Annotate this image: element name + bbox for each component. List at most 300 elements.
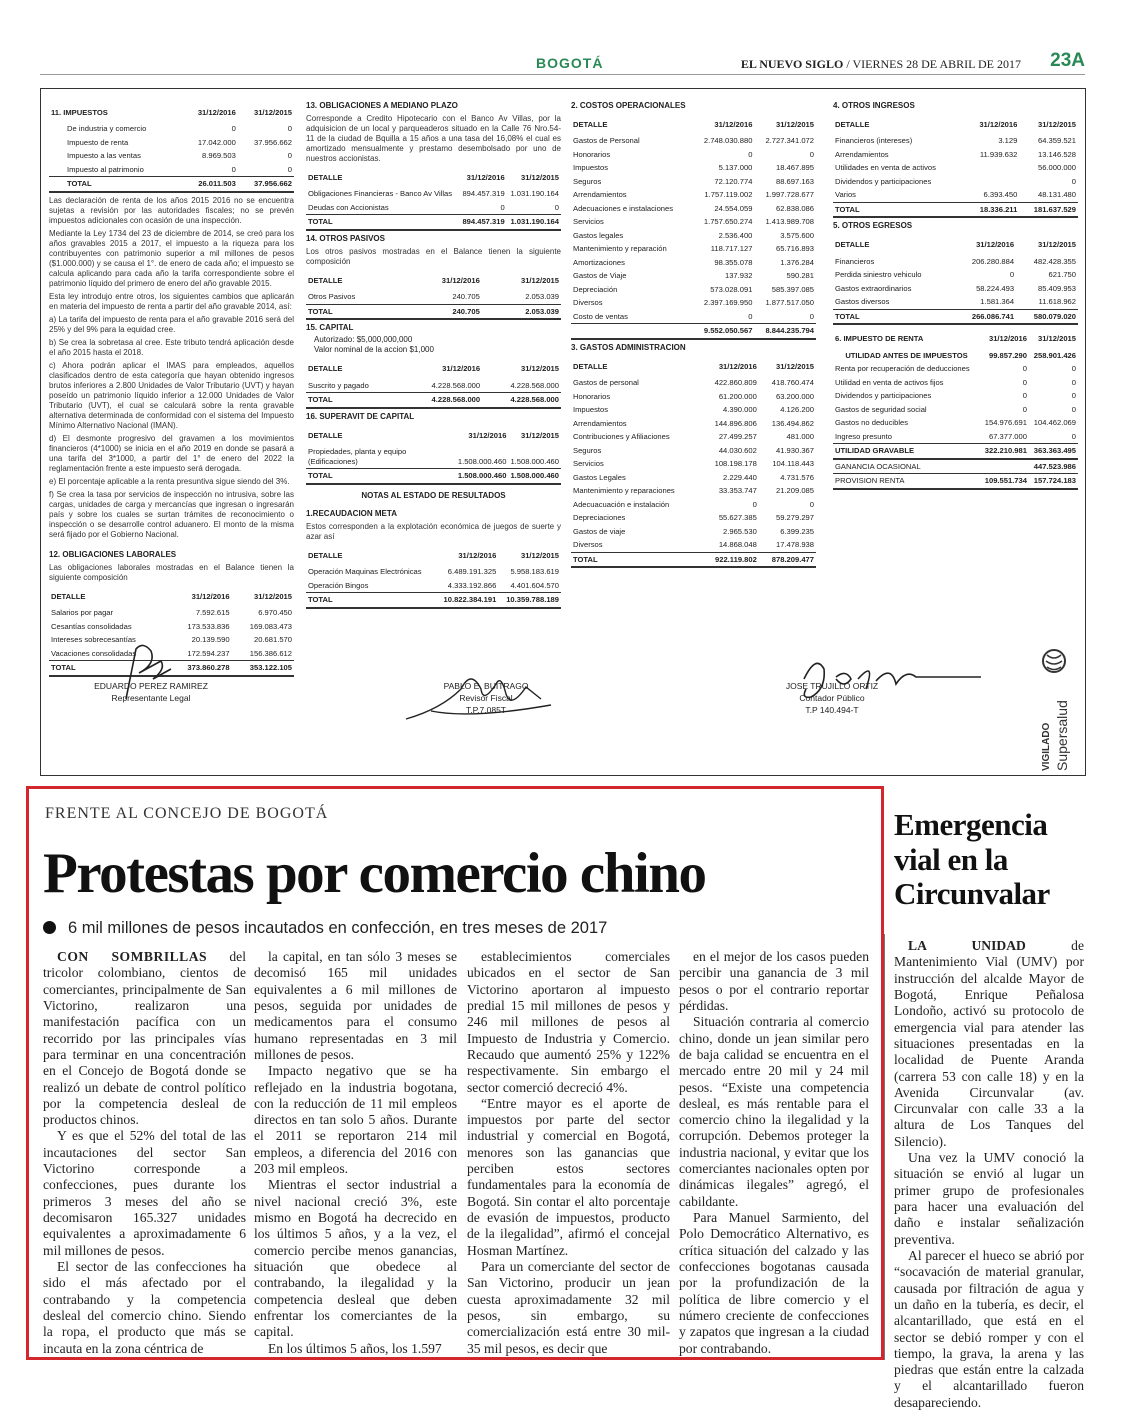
row-value: 48.131.480 — [1037, 190, 1076, 200]
row-label: Dividendos y participaciones — [835, 176, 932, 186]
row-label: Seguros — [573, 445, 602, 455]
row-value: 0 — [748, 311, 753, 321]
table-row — [571, 417, 816, 430]
row-value: 4.228.568.000 — [431, 380, 481, 390]
row-value: 88.697.163 — [775, 176, 814, 186]
col-head: 31/12/2015 — [775, 361, 814, 371]
row-label: Gastos legales — [573, 230, 624, 240]
gravable-value: 322.210.981 — [980, 444, 1029, 459]
col-head: 31/12/2016 — [197, 108, 236, 117]
total-value: 1.508.000.460 — [508, 469, 561, 484]
row-value: 59.279.297 — [775, 513, 814, 523]
otrosegr-table — [833, 234, 1078, 325]
row-label: Adecuaciones e instalaciones — [573, 203, 674, 213]
sidebar-article — [884, 786, 1090, 1410]
fin-column-1 — [49, 99, 294, 680]
provision-value: 157.724.183 — [1029, 474, 1078, 489]
capital-title: 15. CAPITAL — [306, 323, 354, 333]
row-label: Depreciaciones — [573, 513, 626, 523]
row-value: 63.200.000 — [775, 391, 814, 401]
paragraph: En los últimos 5 años, los 1.597 — [268, 1340, 442, 1356]
total-value: 26.011.503 — [182, 177, 238, 192]
row-value: 4.401.604.570 — [510, 580, 559, 590]
article-box — [26, 786, 884, 1360]
total-value: 37.956.662 — [238, 177, 294, 192]
row-value: 0 — [287, 151, 292, 161]
impuestos-notes — [49, 196, 294, 540]
col-head: 31/12/2016 — [988, 334, 1027, 344]
row-value: 169.083.473 — [249, 621, 292, 631]
col-head: DETALLE — [308, 173, 343, 182]
gravable-label: UTILIDAD GRAVABLE — [833, 444, 980, 459]
table-row — [571, 538, 816, 552]
row-label: Dividendos y participaciones — [835, 391, 932, 401]
signer-role: Contador Público — [799, 692, 865, 703]
paragraph: Situación contraria al comercio chino, donde un jean similar pero de baja calidad se encuentra en el mercado entre 20 mil y 24 mil pesos. “Existe una competencia desleal, es más rentable para el comercio chino la ilegalidad y la corrupción. Debemos proteger la industria nacional, y evitar que los comerciantes nacionales opten por dinámicas ilegales” agregó, el cabildante. — [679, 1014, 869, 1209]
row-label: Gastos de seguridad social — [835, 404, 927, 414]
row-value: 481.000 — [786, 432, 814, 442]
row-value: 33.353.747 — [718, 486, 757, 496]
col-head: 31/12/2016 — [441, 275, 480, 285]
row-value: 137.932 — [724, 271, 753, 281]
table-row — [571, 457, 816, 470]
row-value: 44.030.602 — [718, 445, 757, 455]
col-head: 31/12/2016 — [718, 361, 757, 371]
fin-column-4 — [833, 99, 1078, 493]
row-value: 6.393.450 — [983, 190, 1018, 200]
signature-block-1 — [71, 681, 231, 705]
table-row — [571, 444, 816, 457]
otrosing-title: 4. OTROS INGRESOS — [833, 101, 915, 110]
otrospas-table — [306, 270, 561, 320]
row-value: 72.120.774 — [714, 176, 753, 186]
section-name: BOGOTÁ — [536, 55, 604, 71]
table-row — [571, 215, 816, 228]
total-label: TOTAL — [571, 552, 702, 567]
row-value: 1.508.000.460 — [510, 456, 559, 466]
col-head: 31/12/2016 — [191, 591, 230, 601]
row-label: Financieros — [835, 256, 875, 266]
row-value: 2.229.440 — [723, 472, 757, 482]
row-label: Operación Maquinas Electrónicas — [308, 567, 422, 577]
row-value: 0 — [1009, 270, 1015, 280]
impuestos-table — [49, 102, 294, 193]
col-head: 31/12/2015 — [253, 108, 292, 117]
table-row — [571, 403, 816, 416]
row-label: Honorarios — [573, 149, 611, 159]
row-value — [966, 161, 1019, 174]
row-value: 5.137.000 — [718, 163, 753, 173]
superavit-title: 16. SUPERAVIT DE CAPITAL — [306, 411, 415, 421]
table-row — [571, 430, 816, 443]
sidebar-paragraph: de Mantenimiento Vial (UMV) por instrucción del alcalde Mayor de Bogotá, Enrique Peñalosa Londoño, activó su protocolo de emergencia vial para atender las situaciones presentadas en la localidad de Puente Aranda (carrera 53 con calle 18) y en la Avenida Circunvalar (av. Circunvalar con calle 33 a la altura de Los Tanques del Silencio). — [894, 938, 1084, 1149]
row-label: Salarios por pagar — [51, 608, 114, 618]
row-value: 0 — [231, 164, 236, 174]
row-value: 108.198.178 — [714, 459, 757, 469]
paragraph: Para un comerciante del sector de San Victorino, producir un jean cuesta aproximadamente 32 mil pesos, sin embargo, su comercialización está entre 30 mil-35 mil pesos, es decir que — [467, 1258, 670, 1356]
table-row — [571, 242, 816, 255]
col-head: 31/12/2016 — [458, 550, 497, 560]
row-label: De industria y comercio — [67, 124, 147, 134]
row-value: 422.860.809 — [714, 378, 757, 388]
mediano-title: 13. OBLIGACIONES A MEDIANO PLAZO — [306, 101, 458, 110]
renta-table — [833, 328, 1078, 489]
total-label: TOTAL — [833, 202, 966, 217]
table-row — [571, 175, 816, 188]
total-row — [306, 304, 561, 319]
row-label: Otros Pasivos — [308, 292, 356, 302]
table-row — [571, 188, 816, 201]
row-value: 0 — [1071, 431, 1076, 441]
notas-title: NOTAS AL ESTADO DE RESULTADOS — [361, 490, 506, 500]
paragraph: “Entre mayor es el aporte de impuestos por parte del sector industrial y comercial en Bogotá, menores son las ganancias que perciben estos sectores fundamentales para la economía de Bogotá. Sin contar el alto porcentaje de evasión de impuestos, producto de la ilegalidad”, afirmó el concejal Hosman Martínez. — [467, 1095, 670, 1258]
row-value: 2.748.030.880 — [703, 136, 753, 146]
row-value: 0 — [1071, 404, 1076, 414]
total-row — [306, 393, 561, 408]
col-head: 31/12/2015 — [1037, 334, 1076, 344]
row-label: Servicios — [573, 459, 604, 469]
table-row — [306, 201, 561, 215]
signer-name: JOSE TRUJILLO ORTIZ — [785, 681, 879, 691]
article-headline: Protestas por comercio chino — [43, 842, 706, 905]
article-paragraph: El sector de las confecciones ha sido el más afectado por el contrabando y la competencia desleal del comercio chino. Siendo la ropa, el producto que más se incauta en la zona céntrica de — [43, 1258, 246, 1356]
row-value: 11.939.632 — [979, 149, 1018, 159]
article-paragraph: del tricolor colombiano, cientos de comerciantes, principalmente de San Victorino, realizaron una manifestación pacífica con un recorrido por las principales vías para terminar en una concentración en el Concejo de Bogotá donde se realizó un debate de control político por la competencia desleal de productos chinos. — [43, 949, 246, 1128]
ocasional-label: GANANCIA OCASIONAL — [835, 461, 921, 471]
paragraph: d) El desmonte progresivo del gravamen a los movimientos financieros (4*1000) se inicia en el año 2019 en donde se pasará a una tarifa del 3*1000, a partir del 1° de enero del 2022 la reglamentación frente a este impuesto será derogada. — [49, 433, 294, 473]
sidebar-headline: Emergencia vial en la Circunvalar — [894, 807, 1050, 912]
table-row — [306, 445, 561, 468]
total-label: TOTAL — [49, 177, 182, 192]
row-value: 0 — [1022, 377, 1027, 387]
table-row — [571, 471, 816, 484]
table-row — [571, 229, 816, 242]
col-head: 31/12/2016 — [976, 240, 1015, 250]
fin-column-3 — [571, 99, 816, 571]
row-label: Suscrito y pagado — [308, 380, 369, 390]
table-row — [833, 188, 1078, 202]
row-value: 20.681.570 — [253, 635, 292, 645]
row-label: Gastos extraordinarios — [835, 283, 912, 293]
row-label: Utilidad en venta de activos fijos — [835, 377, 944, 387]
table-row — [49, 620, 294, 633]
total-row — [833, 202, 1078, 217]
administracion-title: 3. GASTOS ADMINISTRACION — [571, 342, 686, 352]
table-row — [571, 376, 816, 389]
col-head: 31/12/2015 — [1037, 120, 1076, 129]
row-label: Amortizaciones — [573, 257, 625, 267]
row-value: 3.575.600 — [780, 230, 814, 240]
row-value: 0 — [1071, 176, 1076, 186]
paragraph: Mediante la Ley 1734 del 23 de diciembre de 2014, se creó para los años gravables 2015 a 2017, el impuesto a la riqueza para los contribuyentes con patrimonio superior a mil millones de pesos ($1.000.000) y se causa el 1°. de enero de cada año; el impuesto se calcula aplicando para cada año la tarifa correspondiente sobre el patrimonio líquido del primero de enero del año gravable 2015. — [49, 228, 294, 288]
row-label: Gastos de viaje — [573, 526, 626, 536]
row-label: Diversos — [573, 540, 603, 550]
total-value: 8.844.235.794 — [754, 324, 816, 339]
col-head: 31/12/2015 — [775, 120, 814, 129]
row-value: 144.896.806 — [714, 418, 757, 428]
row-value: 2.053.039 — [525, 292, 559, 302]
row-value: 118.717.127 — [710, 244, 753, 254]
row-value: 0 — [287, 124, 292, 134]
total-value: 1.508.000.460 — [456, 469, 509, 484]
row-value: 37.956.662 — [253, 137, 292, 147]
table-row — [571, 511, 816, 524]
mediano-table — [306, 167, 561, 231]
total-row — [571, 324, 816, 339]
utilidad-value: 99.857.290 — [988, 350, 1027, 360]
row-value: 2.536.400 — [718, 230, 753, 240]
row-value: 1.508.000.460 — [457, 456, 507, 466]
row-label: Vacaciones consolidadas — [51, 648, 137, 658]
table-row — [49, 163, 294, 177]
row-value: 14.868.048 — [718, 540, 757, 550]
table-row — [571, 390, 816, 403]
row-value: 4.126.200 — [780, 405, 814, 415]
total-value: 266.086.741 — [954, 309, 1016, 324]
vigilado-label: VIGILADO — [1041, 722, 1052, 771]
col-head: DETALLE — [835, 240, 870, 250]
financial-notes-box — [40, 88, 1086, 776]
table-row — [833, 282, 1078, 295]
row-value: 20.139.590 — [191, 635, 230, 645]
row-value: 0 — [1071, 391, 1076, 401]
total-value: 4.228.568.000 — [482, 393, 561, 408]
total-value: 878.209.477 — [759, 552, 816, 567]
ocasional-value — [980, 459, 1029, 474]
table-row — [833, 134, 1078, 147]
row-value: 55.627.385 — [718, 513, 757, 523]
row-value: 18.467.895 — [775, 163, 814, 173]
row-value: 1.413.989.708 — [765, 217, 814, 227]
col-head: 31/12/2015 — [253, 591, 292, 601]
row-value: 67.377.000 — [988, 431, 1027, 441]
row-label: Costo de ventas — [573, 311, 628, 321]
col-head: 31/12/2015 — [1037, 240, 1076, 250]
table-row — [306, 565, 561, 578]
table-row — [49, 136, 294, 149]
table-row — [306, 379, 561, 393]
laborales-title: 12. OBLIGACIONES LABORALES — [49, 549, 177, 559]
total-label: TOTAL — [49, 661, 169, 676]
row-value: 2.397.169.950 — [703, 298, 753, 308]
col-head: 31/12/2016 — [714, 120, 753, 129]
table-row — [833, 161, 1078, 174]
row-value: 0 — [1022, 391, 1027, 401]
col-head: DETALLE — [573, 361, 608, 371]
table-row — [306, 579, 561, 593]
ocasional-value: 447.523.986 — [1033, 461, 1076, 471]
col-head: 31/12/2015 — [520, 364, 559, 374]
total-value: 18.336.211 — [966, 202, 1019, 217]
row-value: 62.838.086 — [775, 203, 814, 213]
table-row — [306, 187, 561, 200]
row-value: 4.731.576 — [780, 472, 814, 482]
row-value: 0 — [554, 202, 559, 212]
otrosegr-title: 5. OTROS EGRESOS — [833, 221, 913, 231]
table-row — [833, 376, 1078, 389]
table-row — [833, 268, 1078, 281]
total-value: 894.457.319 — [459, 215, 507, 230]
row-value: 621.750 — [1048, 270, 1076, 280]
row-label: Servicios — [573, 217, 604, 227]
table-row — [833, 295, 1078, 309]
row-value: 56.000.000 — [1037, 163, 1076, 173]
table-row — [49, 606, 294, 619]
row-value: 1.031.190.164 — [510, 189, 559, 199]
row-value: 64.359.521 — [1037, 136, 1076, 146]
row-label: Utilidades en venta de activos — [835, 163, 936, 173]
col-head: 31/12/2016 — [979, 120, 1018, 129]
row-value: 58.224.493 — [976, 283, 1015, 293]
superavit-table — [306, 425, 561, 485]
row-value: 1.757.650.274 — [703, 217, 753, 227]
row-label: Arrendamientos — [573, 190, 627, 200]
row-label: Honorarios — [573, 391, 611, 401]
total-label: TOTAL — [833, 309, 954, 324]
paper-dateline — [741, 57, 1021, 72]
row-value: 894.457.319 — [462, 189, 505, 199]
row-value: 2.965.530 — [723, 526, 757, 536]
total-value: 2.053.039 — [482, 304, 561, 319]
row-value: 482.428.355 — [1033, 256, 1076, 266]
col-head: 31/12/2015 — [520, 430, 559, 440]
impuestos-title: 11. IMPUESTOS — [51, 108, 108, 117]
row-value: 573.028.091 — [710, 284, 753, 294]
paragraph: Mientras el sector industrial a nivel nacional creció 3%, este mismo en Bogotá ha decrecido en los últimos 5 años, y a la vez, el comercio percibe menos ganancias, situación que obedece al contrabando, la ilegalidad y la competencia desleal que deben enfrentar los comerciantes de la capital. — [254, 1177, 457, 1340]
row-label: Impuesto a las ventas — [67, 151, 141, 161]
supersalud-label: Supersalud — [1054, 700, 1070, 771]
paragraph: establecimientos comerciales ubicados en el sector de San Victorino aportaron al impuesto predial 15 mil millones de pesos y 246 mil millones de pesos al Impuesto de Industria y Comercio. Recaudo que aumentó 25% y 122% respectivamente. Sin embargo el sector comerció decreció 4%. — [467, 949, 670, 1095]
otrospas-intro: Los otros pasivos mostradas en el Balance tienen la siguiente composición — [306, 246, 561, 266]
row-value: 85.409.953 — [1037, 283, 1076, 293]
signer-tp: T.P 140.494-T — [805, 704, 859, 715]
row-value: 0 — [1071, 377, 1076, 387]
row-value: 0 — [1022, 404, 1027, 414]
paragraph: Las declaración de renta de los años 2015 2016 no se encuentra sujetas a revisión por las autoridades fiscales; no se prevén impuestos adicionales con ocasión de una inspección. — [49, 195, 294, 225]
total-row — [571, 552, 816, 567]
row-label: Seguros — [573, 176, 602, 186]
row-value: 0 — [809, 149, 814, 159]
otrospas-title: 14. OTROS PASIVOS — [306, 233, 385, 243]
total-label: TOTAL — [306, 215, 459, 230]
supersalud-logo — [1031, 647, 1077, 773]
row-value: 156.386.612 — [249, 648, 292, 658]
row-value: 17.478.938 — [775, 540, 814, 550]
signer-role: Revisor Fiscal — [459, 692, 513, 703]
sidebar-lead: LA UNIDAD — [908, 938, 1026, 953]
row-value: 11.618.962 — [1038, 297, 1076, 307]
issue-date: / VIERNES 28 DE ABRIL DE 2017 — [846, 57, 1021, 71]
row-label: Cesantías consolidadas — [51, 621, 132, 631]
row-label: Operación Bingos — [308, 580, 369, 590]
row-value: 6.399.235 — [780, 526, 814, 536]
row-value: 136.494.862 — [771, 418, 814, 428]
capital-authorized: Autorizado: $5,000,000,000 — [314, 335, 413, 345]
sidebar-paragraph: Al parecer el hueco se abrió por “socavación de material granular, causada por filtración de agua y un daño en la tubería, es decir, el alcantarillado, que está en el sector se debió romper y con el tiempo, la grava, la arena y las piedras que están entre la calzada y el alcantarillado fueron desapareciendo. — [894, 1247, 1084, 1410]
row-value: 0 — [287, 164, 292, 174]
row-label: Obligaciones Financieras - Banco Av Villas — [308, 189, 453, 199]
provision-value: 109.551.734 — [980, 474, 1029, 489]
table-row — [49, 122, 294, 135]
row-value: 104.462.069 — [1033, 418, 1076, 428]
paragraph: c) Ahora podrán aplicar el IMAS para empleados, aquellos clasificados dentro de esta categoría que hayan obtenido ingresos brutos inferiores a 2.800 Unidades de Valor Tributario (UVT) y hayan poseído un patrimonio líquido inferior a 12.000 Unidades de Valor Tributario (UVT), el cual se calculará sobre la renta gravable alternativa determinada de conformidad con el sistema del Impuesto Mínimo Alternativo Nacional (IMAN). — [49, 360, 294, 430]
row-value: 4.333.192.866 — [447, 580, 497, 590]
capital-table — [306, 358, 561, 408]
article-column-4 — [679, 949, 869, 1357]
row-label: Impuestos — [573, 405, 609, 415]
row-label: Intereses sobrecesantías — [51, 635, 136, 645]
recaudacion-title: 1.RECAUDACION META — [306, 508, 397, 518]
table-row — [833, 403, 1078, 416]
row-value: 0 — [1022, 364, 1027, 374]
laborales-intro: Las obligaciones laborales mostradas en el Balance tienen la siguiente composición — [49, 562, 294, 582]
total-label: TOTAL — [306, 393, 403, 408]
table-row — [571, 134, 816, 147]
total-value: 240.705 — [403, 304, 482, 319]
col-head: DETALLE — [573, 120, 608, 129]
col-head: DETALLE — [308, 430, 343, 440]
row-label: Renta por recuperación de deducciones — [835, 364, 970, 374]
table-row — [571, 148, 816, 161]
paragraph: Para Manuel Sarmiento, del Polo Democrático Alternativo, es crítica situación del calzado y las confecciones bogotanas causada por la profundización de la política de libre comercio y el número creciente de confecciones y zapatos que ingresan a la ciudad por contrabando. — [679, 1210, 869, 1356]
row-value: 3.129 — [998, 136, 1018, 146]
subhead-text: 6 mil millones de pesos incautados en confección, en tres meses de 2017 — [68, 919, 608, 937]
page-header — [0, 0, 1125, 82]
row-label: Impuesto de renta — [67, 137, 129, 147]
row-value: 206.280.884 — [971, 256, 1015, 266]
total-value: 4.228.568.000 — [403, 393, 482, 408]
col-head: 31/12/2016 — [442, 364, 481, 374]
total-label: TOTAL — [306, 304, 403, 319]
row-value: 0 — [1071, 364, 1076, 374]
col-head: DETALLE — [308, 550, 343, 560]
row-value: 6.970.450 — [258, 608, 292, 618]
row-label: Gastos de Viaje — [573, 271, 627, 281]
row-value: 5.958.183.619 — [510, 567, 559, 577]
row-value: 0 — [809, 499, 814, 509]
row-value: 1.997.728.677 — [765, 190, 814, 200]
row-label: Mantenimiento y reparación — [573, 244, 667, 254]
article-subhead — [43, 919, 607, 938]
row-value: 65.716.893 — [775, 244, 814, 254]
utilidad-value: 258.901.426 — [1033, 350, 1076, 360]
total-row — [306, 469, 561, 484]
row-label: Arrendamientos — [573, 418, 627, 428]
col-head: DETALLE — [308, 364, 343, 374]
row-value: 0 — [231, 124, 236, 134]
table-row — [571, 296, 816, 309]
total-row — [833, 309, 1078, 324]
table-row — [833, 362, 1078, 375]
article-column-1 — [43, 949, 246, 1357]
col-head: 31/12/2015 — [520, 550, 559, 560]
total-value: 10.359.788.189 — [498, 593, 561, 608]
total-label — [571, 324, 693, 339]
row-value: 1.757.119.002 — [704, 190, 753, 200]
otrosing-table — [833, 114, 1078, 218]
signer-role: Representante Legal — [111, 692, 191, 703]
operacionales-table — [571, 114, 816, 340]
row-label: Gastos diversos — [835, 297, 890, 307]
total-row — [306, 215, 561, 230]
table-row — [571, 498, 816, 511]
row-value: 17.042.000 — [197, 137, 236, 147]
row-value: 7.592.615 — [195, 608, 230, 618]
article-paragraph: Y es que el 52% del total de las incautaciones del sector San Victorino corresponde a confecciones, pues durante los primeros 3 meses del año se decomisaron 165.327 unidades equivalentes a aproximadamente 6 mil millones de pesos. — [43, 1128, 246, 1258]
row-label: Financieros (intereses) — [835, 136, 913, 146]
recaudacion-intro: Estos corresponden a la explotación económica de juegos de suerte y azar así — [306, 521, 561, 541]
table-row — [833, 255, 1078, 268]
